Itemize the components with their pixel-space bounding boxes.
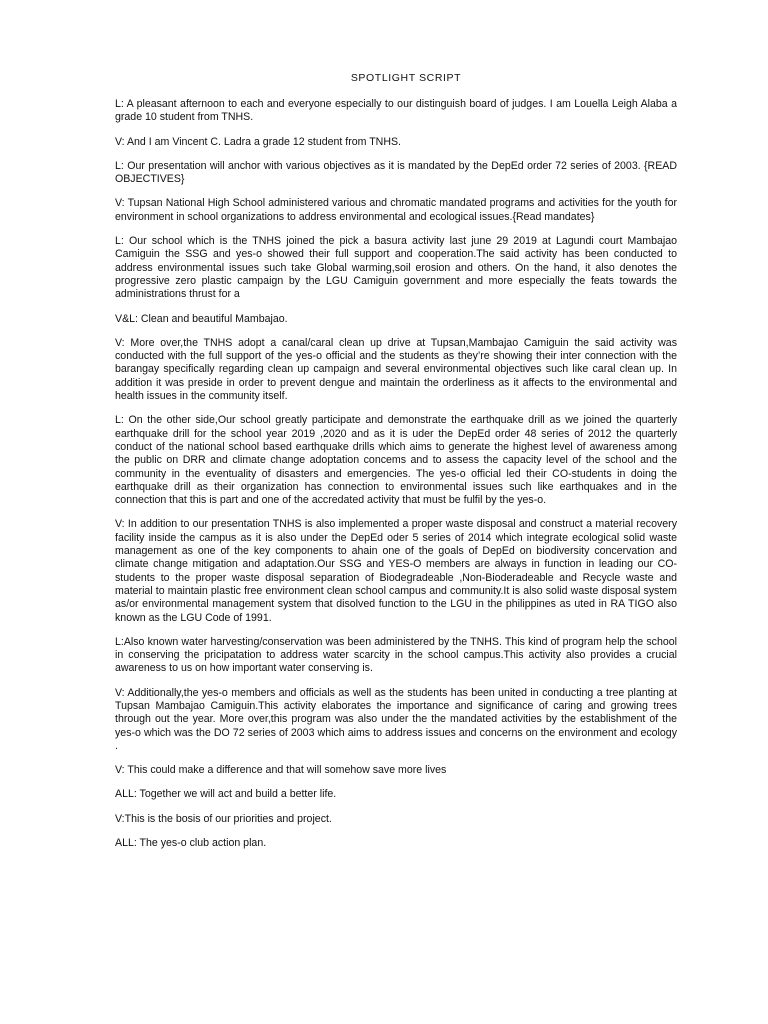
paragraph: L: On the other side,Our school greatly participate and demonstrate the earthquake drill as we joined the quarterly earthquake drill for the school year 2019 ,2020 and as it is uder the DepEd order 48 series of 2012 the quarterly conduct of the national school based earthquake drills which aims to generate the highest level of awareness among the public on DRR and climate change adoptation concems and to assess the capacity level of the school and the community in the eventuality of disasters and emergencies. The yes-o official led their CO-students in doing the earthquake drill as their organization has connection to environmental issues such like earthquakes and in the connection that this is part and one of the accredated activity that must be fulfil by the yes-o. xyxy=(115,414,677,507)
paragraph: L: A pleasant afternoon to each and everyone especially to our distinguish board of judges. I am Louella Leigh Alaba a grade 10 student from TNHS. xyxy=(115,98,677,124)
paragraph: V: Tupsan National High School administered various and chromatic mandated programs and activities for the youth for environment in school organizations to address environmental and ecological issues.{Read mandates} xyxy=(115,197,677,223)
paragraph: V: Additionally,the yes-o members and officials as well as the students has been united in conducting a tree planting at Tupsan Mambajao Camiguin.This activity elaborates the importance and significance of caring and growing trees through out the year. More over,this program was also under the the mandated activities by the establishment of the yes-o which was the DO 72 series of 2003 which aims to address issues and concerns on the environment and ecology . xyxy=(115,686,677,752)
document-page xyxy=(115,72,677,861)
paragraph: ALL: The yes-o club action plan. xyxy=(115,837,267,850)
paragraph: V: And I am Vincent C. Ladra a grade 12 student from TNHS. xyxy=(115,135,401,148)
paragraph: L: Our school which is the TNHS joined the pick a basura activity last june 29 2019 at Lagundi court Mambajao Camiguin the SSG and yes-o showed their full support and cooperation.The said activity has been conducted to address environmental issues such take Global warming,soil erosion and others. On the hand, it also denotes the progressive zero plastic campaign by the LGU Camiguin government and more especially the feats towards the administrations thrust for a xyxy=(115,235,677,301)
paragraph: V:This is the bosis of our priorities and project. xyxy=(115,812,332,825)
paragraph: V: This could make a difference and that will somehow save more lives xyxy=(115,764,447,777)
paragraph: L:Also known water harvesting/conservation was been administered by the TNHS. This kind of program help the school in conserving the pricipatation to address water scarcity in the school campus.This activity also provides a crucial awareness to us on how important water conserving is. xyxy=(115,635,677,675)
paragraph: V&L: Clean and beautiful Mambajao. xyxy=(115,312,288,325)
document-title: SPOTLIGHT SCRIPT xyxy=(350,72,462,84)
paragraph: L: Our presentation will anchor with various objectives as it is mandated by the DepEd order 72 series of 2003. {READ OBJECTIVES} xyxy=(115,159,677,186)
paragraph: V: More over,the TNHS adopt a canal/caral clean up drive at Tupsan,Mambajao Camiguin the said activity was conducted with the full support of the yes-o official and the students as they’re showing their inter connection with the barangay specifically regarding clean up campaign and several environmental objectives such like caral clean up. In addition it was preside in order to prevent dengue and maintain the orderliness as it affects to the environmental and health issues in the community itself. xyxy=(115,336,677,403)
paragraph: ALL: Together we will act and build a better life. xyxy=(115,788,337,801)
paragraph: V: In addition to our presentation TNHS is also implemented a proper waste disposal and construct a material recovery facility inside the campus as it is also under the DepEd oder 5 series of 2014 which integrate ecological solid waste management as one of the key components to ahain one of the goals of DepEd on biodiversity concervation and climate change mitigation and adaptation.Our SSG and YES-O members are always in function in leading our CO-students to the proper waste disposal separation of Biodegradeable ,Non-Bioderadeable and Recycle waste and material to maintain plastic free environment clean school campus and community.It is also solid waste disposal system as/or environmental management system that disolved function to the LGU in the philippines as uted in RA TIGO also known as the LGU Code of 1991. xyxy=(115,518,677,624)
